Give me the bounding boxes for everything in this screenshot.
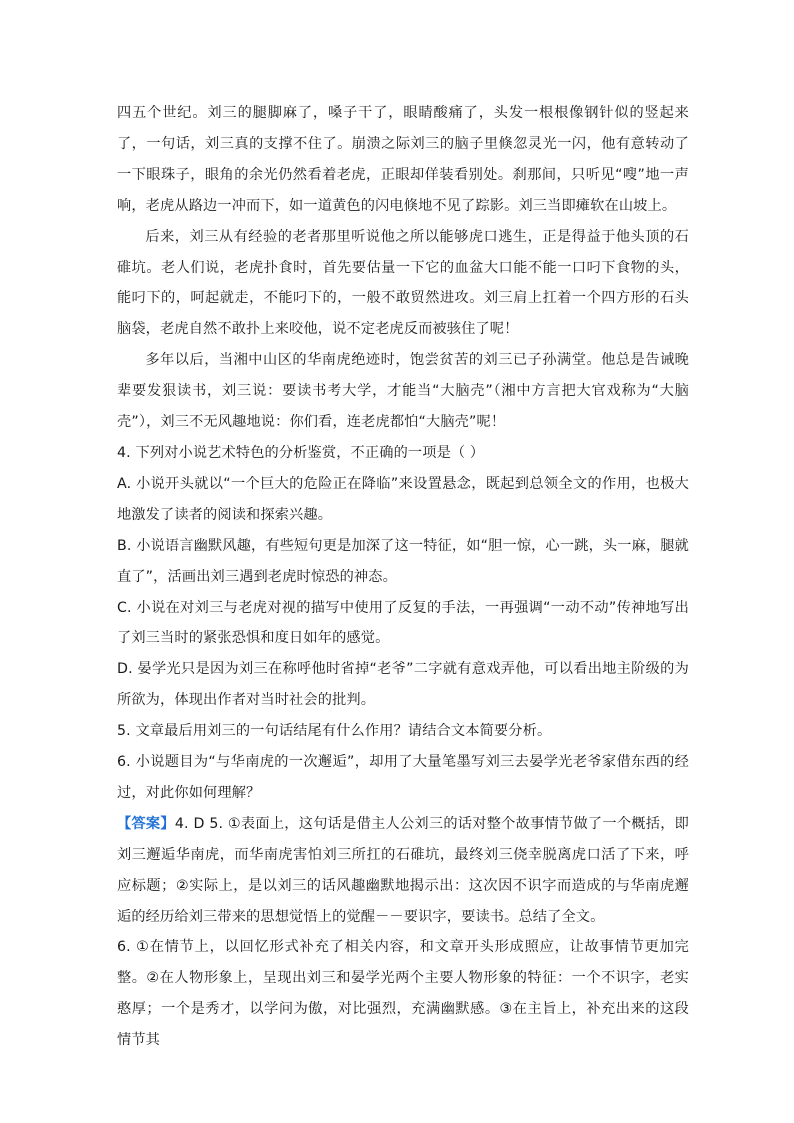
document-body (117, 98, 689, 1056)
question-4-option-c: C. 小说在对刘三与老虎对视的描写中使用了反复的手法，一再强调“一动不动”传神地写出了刘三当时的紧张恐惧和度日如年的感觉。 (117, 599, 689, 647)
story-paragraph-3: 多年以后，当湘中山区的华南虎绝迹时，饱尝贫苦的刘三已子孙满堂。他总是告诫晚辈要发狠读书，刘三说：要读书考大学，才能当“大脑壳”（湘中方言把大官戏称为“大脑壳”），刘三不无风趣地说：你们看，连老虎都怕“大脑壳”呢！ (117, 352, 689, 431)
answer-4-5 (117, 809, 689, 933)
story-paragraph-2: 后来，刘三从有经验的老者那里听说他之所以能够虎口逃生，正是得益于他头顶的石碓坑。老人们说，老虎扑食时，首先要估量一下它的血盆大口能不能一口叼下食物的头，能叼下的，呵起就走，不能叼下的，一般不敢贸然进攻。刘三肩上扛着一个四方形的石头脑袋，老虎自然不敢扑上来咬他，说不定老虎反而被骇住了呢！ (117, 228, 689, 338)
answer-tag: 【答案】 (117, 815, 175, 832)
story-paragraph-1: 四五个世纪。刘三的腿脚麻了，嗓子干了，眼睛酸痛了，头发一根根像钢针似的竖起来了，一句话，刘三真的支撑不住了。崩溃之际刘三的脑子里倏忽灵光一闪，他有意转动了一下眼珠子，眼角的余光仍然看着老虎，正眼却佯装看别处。刹那间，只听见“嗖”地一声响，老虎从路边一冲而下，如一道黄色的闪电倏地不见了踪影。刘三当即瘫软在山坡上。 (117, 105, 689, 214)
question-4: 4. 下列对小说艺术特色的分析鉴赏，不正确的一项是（ ） (117, 444, 485, 461)
question-5: 5. 文章最后用刘三的一句话结尾有什么作用？请结合文本简要分析。 (117, 723, 552, 740)
question-6: 6. 小说题目为“与华南虎的一次邂逅”，却用了大量笔墨写刘三去晏学光老爷家借东西的经过，对此你如何理解？ (117, 754, 689, 801)
question-4-option-a: A. 小说开头就以“一个巨大的危险正在降临”来设置悬念，既起到总领全文的作用，也极大地激发了读者的阅读和探索兴趣。 (117, 475, 689, 523)
answer-4-5-text: 4. D 5. ①表面上，这句话是借主人公刘三的话对整个故事情节做了一个概括，即刘三邂逅华南虎，而华南虎害怕刘三所扛的石碓坑，最终刘三侥幸脱离虎口活了下来，呼应标题；②实际上，是以刘三的话风趣幽默地揭示出：这次因不识字而造成的与华南虎邂逅的经历给刘三带来的思想觉悟上的觉醒－－要识字，要读书。总结了全文。 (117, 815, 690, 925)
answer-6: 6. ①在情节上，以回忆形式补充了相关内容，和文章开头形成照应，让故事情节更加完整。②在人物形象上，呈现出刘三和晏学光两个主要人物形象的特征：一个不识字，老实憨厚；一个是秀才，以学问为傲，对比强烈，充满幽默感。③在主旨上，补充出来的这段情节其 (117, 939, 689, 1049)
question-4-option-d: D. 晏学光只是因为刘三在称呼他时省掉“老爷”二字就有意戏弄他，可以看出地主阶级的为所欲为，体现出作者对当时社会的批判。 (117, 661, 689, 709)
question-4-option-b: B. 小说语言幽默风趣，有些短句更是加深了这一特征，如“胆一惊，心一跳，头一麻，腿就直了”，活画出刘三遇到老虎时惊恐的神态。 (117, 537, 689, 585)
